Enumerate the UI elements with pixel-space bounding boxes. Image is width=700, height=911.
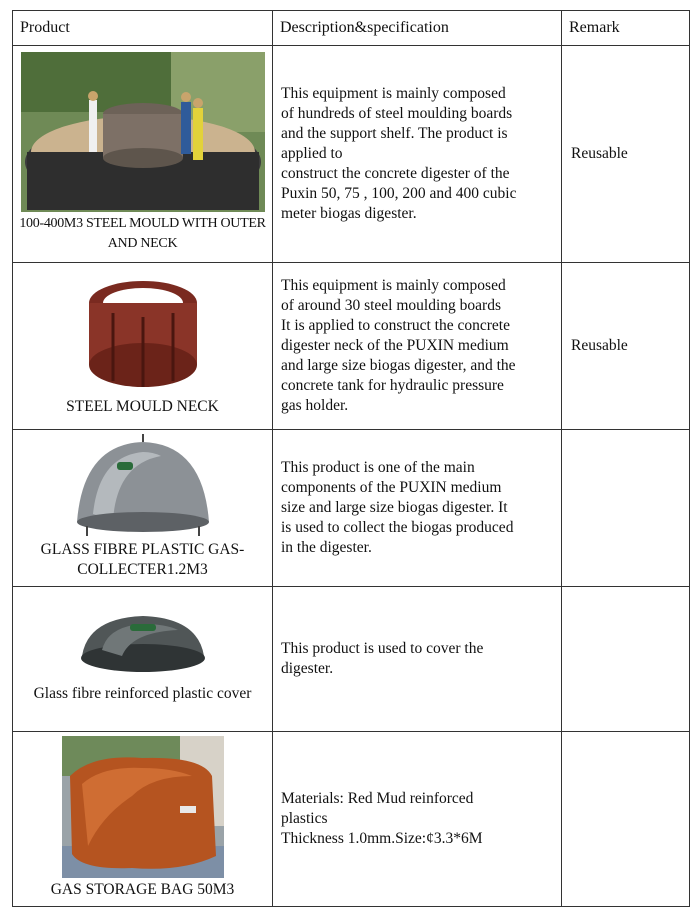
plastic-cover-photo bbox=[78, 612, 208, 682]
table-row bbox=[13, 732, 690, 907]
product-spec-table bbox=[12, 10, 690, 907]
gas-collector-photo bbox=[73, 434, 213, 538]
header-description: Description&specification bbox=[273, 11, 562, 46]
header-remark: Remark bbox=[562, 11, 690, 46]
product-name: GLASS FIBRE PLASTIC GAS-COLLECTER1.2M3 bbox=[40, 541, 245, 578]
description-cell: This equipment is mainly composed of hundreds of steel moulding boards and the support shelf. The product is applied to construct the concrete digester of the Puxin 50, 75 , 100, 200 and 400 cubic meter biogas digester. bbox=[273, 46, 562, 263]
product-name: GAS STORAGE BAG 50M3 bbox=[50, 881, 235, 898]
remark-cell: Reusable bbox=[562, 46, 690, 263]
table-row bbox=[13, 430, 690, 587]
product-name: 100-400M3 STEEL MOULD WITH OUTER AND NECK bbox=[19, 216, 266, 251]
description-cell: This product is used to cover the digester. bbox=[273, 587, 562, 732]
table-row bbox=[13, 263, 690, 430]
description-cell: This equipment is mainly composed of around 30 steel moulding boards It is applied to construct the concrete digester neck of the PUXIN medium and large size biogas digester, and the concrete tank for hydraulic pressure gas holder. bbox=[273, 263, 562, 430]
product-name: Glass fibre reinforced plastic cover bbox=[33, 685, 252, 702]
table-row bbox=[13, 46, 690, 263]
product-name: STEEL MOULD NECK bbox=[66, 398, 219, 415]
steel-mould-outer-photo bbox=[21, 52, 265, 212]
product-cell bbox=[13, 732, 273, 907]
steel-mould-neck-photo bbox=[83, 273, 203, 395]
header-product: Product bbox=[13, 11, 273, 46]
remark-cell: Reusable bbox=[562, 263, 690, 430]
table-row bbox=[13, 587, 690, 732]
table-header-row bbox=[13, 11, 690, 46]
product-cell bbox=[13, 430, 273, 587]
gas-storage-bag-photo bbox=[62, 736, 224, 878]
product-cell bbox=[13, 587, 273, 732]
description-cell: Materials: Red Mud reinforced plastics Thickness 1.0mm.Size:¢3.3*6M bbox=[273, 732, 562, 907]
product-cell bbox=[13, 263, 273, 430]
product-cell bbox=[13, 46, 273, 263]
remark-cell bbox=[562, 732, 690, 907]
description-cell: This product is one of the main components of the PUXIN medium size and large size biogas digester. It is used to collect the biogas produced in the digester. bbox=[273, 430, 562, 587]
remark-cell bbox=[562, 587, 690, 732]
remark-cell bbox=[562, 430, 690, 587]
